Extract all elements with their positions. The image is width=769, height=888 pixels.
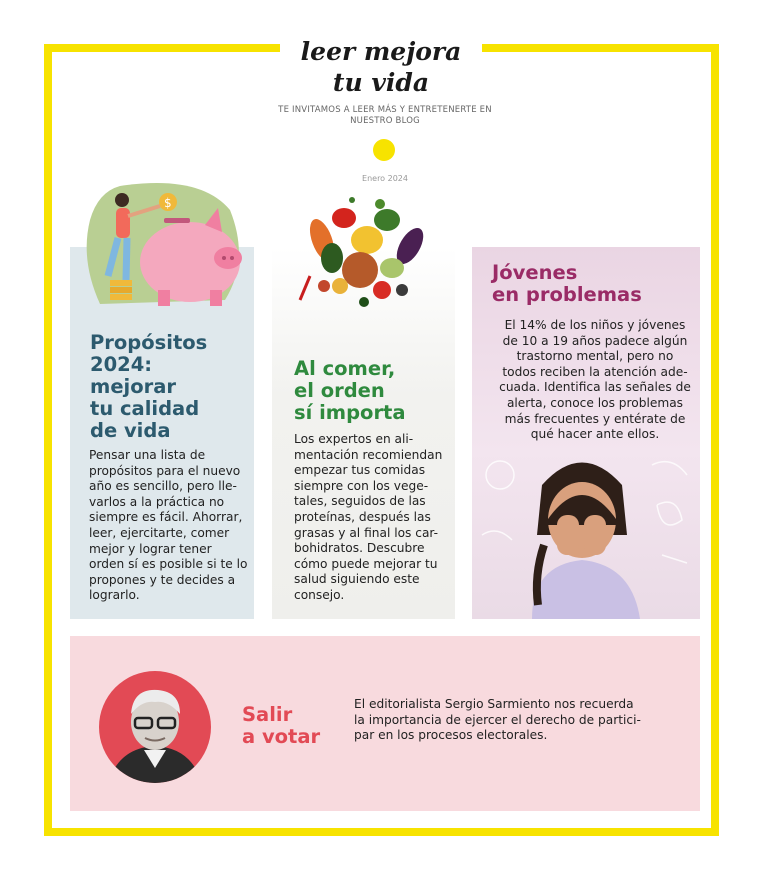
card-title: Jóvenes en problemas xyxy=(492,261,642,306)
yellow-dot xyxy=(373,139,395,161)
card-body: Pensar una lista de propósitos para el nuevo año es sencillo, pero lle- varlos a la práctica no siempre es fácil. Ahorrar, leer, ejercitarte, comer mejor y lograr tener orden sí es posible si te lo propones y te decides a lograrlo. xyxy=(89,448,248,603)
piggy-bank-illustration xyxy=(80,180,245,310)
card-title: Al comer, el orden sí importa xyxy=(294,357,406,424)
card-body: El editorialista Sergio Sarmiento nos recuerda la importancia de ejercer el derecho de partici- par en los procesos electorales. xyxy=(354,697,641,743)
columnist-portrait xyxy=(98,670,212,784)
vegetables-photo xyxy=(282,190,442,320)
page-subtitle: TE INVITAMOS A LEER MÁS Y ENTRETENERTE EN NUESTRO BLOG xyxy=(278,105,492,126)
card-body: El 14% de los niños y jóvenes de 10 a 19 años padece algún trastorno mental, pero no todos reciben la atención ade- cuada. Identifica las señales de alerta, conoce los problemas más frecuentes y entérate de qué hacer ante ellos. xyxy=(499,318,691,442)
card-body: Los expertos en ali- mentación recomiendan empezar tus comidas siempre con los vege- tales, seguidos de las proteínas, después las grasas y al final los car- bohidratos. Descubre cómo puede mejorar tu salud siguiendo este consejo. xyxy=(294,432,443,602)
card-title: Salir a votar xyxy=(242,703,321,748)
svg-text:$: $ xyxy=(164,196,172,210)
issue-date: Enero 2024 xyxy=(362,174,408,183)
page-title: leer mejora tu vida xyxy=(300,37,462,97)
stressed-girl-photo xyxy=(472,445,700,619)
card-title: Propósitos 2024: mejorar tu calidad de vida xyxy=(90,331,208,442)
